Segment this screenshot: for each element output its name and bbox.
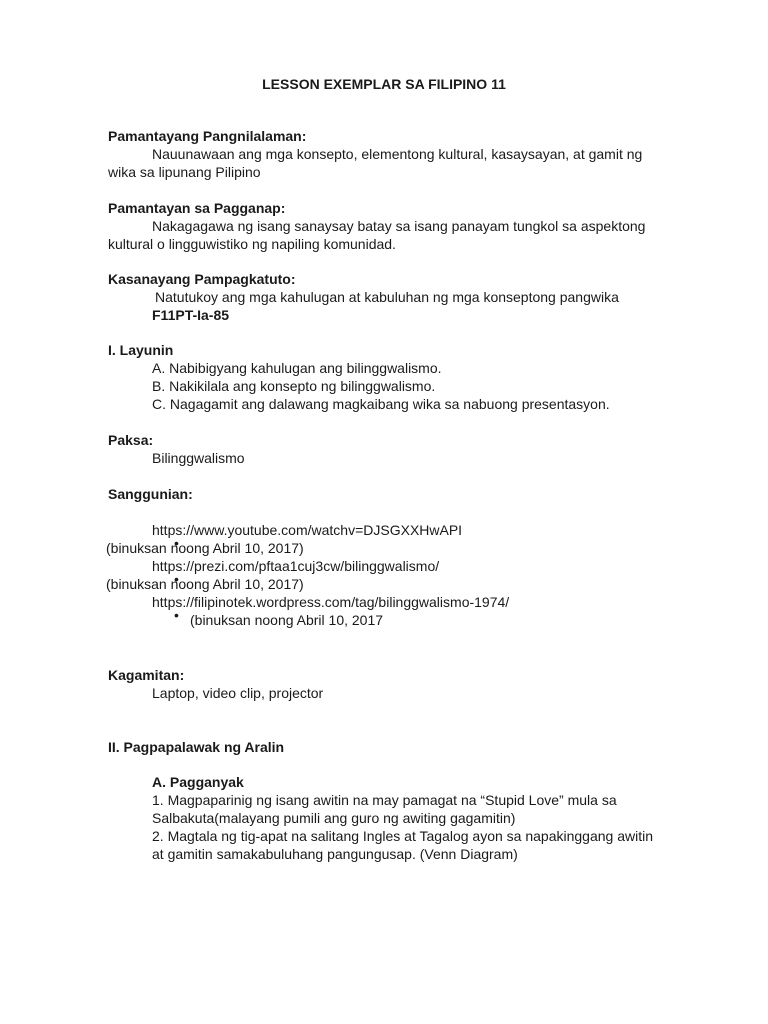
reference-item xyxy=(108,521,708,539)
section-paksa xyxy=(108,431,708,467)
section-text: Natutukoy ang mga kahulugan at kabuluhan ng mga konseptong pangwika xyxy=(155,289,619,305)
activity-item: at gamitin samakabuluhang pangungusap. (Venn Diagram) xyxy=(152,846,518,862)
reference-url[interactable]: https://www.youtube.com/watchv=DJSGXXHwAPI xyxy=(152,522,463,538)
section-heading: Kagamitan: xyxy=(108,667,185,683)
reference-note: (binuksan noong Abril 10, 2017) xyxy=(106,576,304,592)
activity-item: 2. Magtala ng tig-apat na salitang Ingles at Tagalog ayon sa napakinggang awitin xyxy=(152,828,653,844)
reference-item xyxy=(108,557,708,575)
section-kagamitan xyxy=(108,666,708,702)
objective-item: B. Nakikilala ang konsepto ng bilinggwalismo. xyxy=(152,378,436,394)
section-heading: I. Layunin xyxy=(108,342,174,358)
section-heading: II. Pagpapalawak ng Aralin xyxy=(108,739,285,755)
subsection-heading: A. Pagganyak xyxy=(152,774,244,790)
section-heading: Sanggunian: xyxy=(108,486,193,502)
section-kasanayang-pampagkatuto xyxy=(108,270,708,324)
section-text: kultural o lingguwistiko ng napiling komunidad. xyxy=(108,236,396,252)
objective-item: A. Nabibigyang kahulugan ang bilinggwalismo. xyxy=(152,360,442,376)
objective-item: C. Nagagamit ang dalawang magkaibang wika sa nabuong presentasyon. xyxy=(152,396,610,412)
section-heading: Pamantayan sa Pagganap: xyxy=(108,200,286,216)
section-text: Nakagagawa ng isang sanaysay batay sa isang panayam tungkol sa aspektong xyxy=(152,218,646,234)
section-layunin xyxy=(108,341,708,413)
reference-url[interactable]: https://prezi.com/pftaa1cuj3cw/bilinggwalismo/ xyxy=(152,558,440,574)
topic-value: Bilinggwalismo xyxy=(152,450,245,466)
section-heading: Kasanayang Pampagkatuto: xyxy=(108,271,296,287)
activity-item: 1. Magpaparinig ng isang awitin na may pamagat na “Stupid Love” mula sa xyxy=(152,792,617,808)
reference-list xyxy=(108,521,708,629)
activity-item: Salbakuta(malayang pumili ang guro ng awiting gagamitin) xyxy=(152,810,516,826)
section-pamantayan-sa-pagganap xyxy=(108,199,708,253)
section-heading: Paksa: xyxy=(108,432,154,448)
section-pagpapalawak xyxy=(108,738,708,756)
reference-url[interactable]: https://filipinotek.wordpress.com/tag/bilinggwalismo-1974/ xyxy=(152,594,510,610)
document-title: LESSON EXEMPLAR SA FILIPINO 11 xyxy=(262,76,506,92)
competency-code: F11PT-Ia-85 xyxy=(152,307,230,323)
materials-value: Laptop, video clip, projector xyxy=(152,685,324,701)
reference-item xyxy=(108,593,708,611)
reference-note: (binuksan noong Abril 10, 2017 xyxy=(190,612,384,628)
section-text: wika sa lipunang Pilipino xyxy=(108,164,261,180)
subsection-pagganyak xyxy=(152,773,732,863)
section-sanggunian xyxy=(108,485,708,503)
reference-note: (binuksan noong Abril 10, 2017) xyxy=(106,540,304,556)
section-heading: Pamantayang Pangnilalaman: xyxy=(108,128,307,144)
section-pamantayang-pangnilalaman xyxy=(108,127,708,181)
section-text: Nauunawaan ang mga konsepto, elementong kultural, kasaysayan, at gamit ng xyxy=(152,146,643,162)
